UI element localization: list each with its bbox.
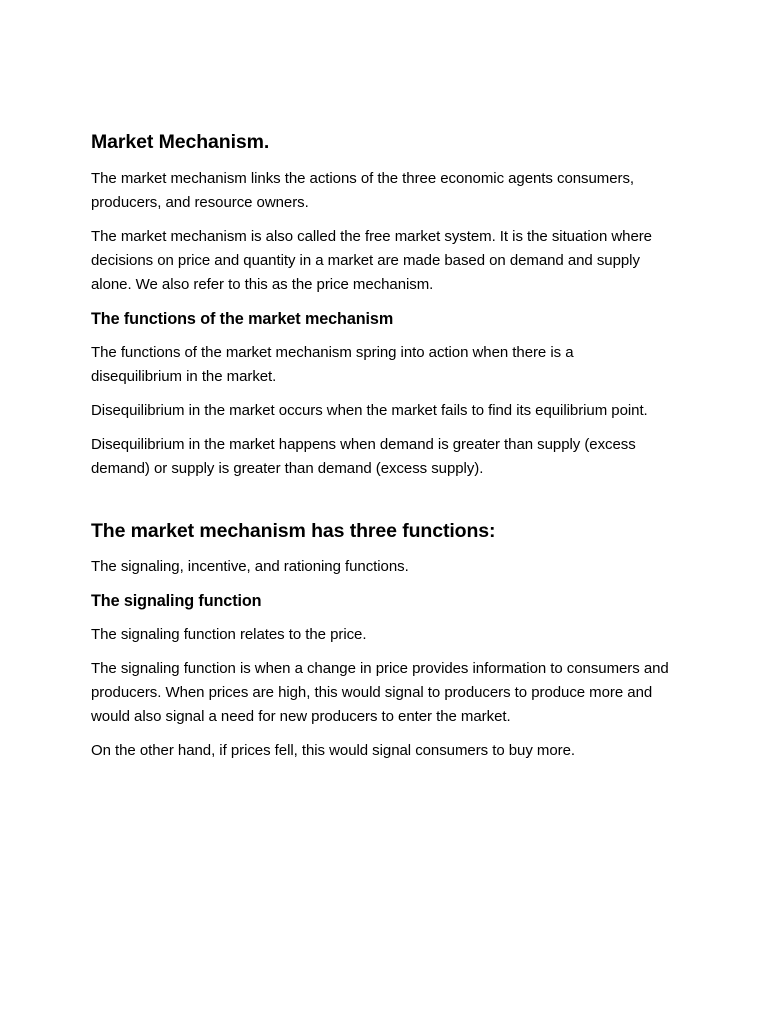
functions-paragraph-1: The functions of the market mechanism spring into action when there is a disequilibrium in the market. xyxy=(91,344,574,385)
document-body xyxy=(91,128,691,763)
signaling-heading: The signaling function xyxy=(91,592,262,610)
functions-heading: The functions of the market mechanism xyxy=(91,310,394,328)
intro-paragraph-2: The market mechanism is also called the free market system. It is the situation where decisions on price and quantity in a market are made based on demand and supply alone. We also refer to this as the price mechanism. xyxy=(91,228,652,293)
functions-paragraph-3: Disequilibrium in the market happens when demand is greater than supply (excess demand) or supply is greater than demand (excess supply). xyxy=(91,436,636,477)
signaling-paragraph-1: The signaling function relates to the price. xyxy=(91,626,367,643)
signaling-paragraph-3: On the other hand, if prices fell, this would signal consumers to buy more. xyxy=(91,742,575,759)
intro-paragraph-1: The market mechanism links the actions of the three economic agents consumers, producers, and resource owners. xyxy=(91,170,635,211)
document-title: Market Mechanism. xyxy=(91,131,270,153)
three-functions-paragraph: The signaling, incentive, and rationing functions. xyxy=(91,558,409,575)
signaling-paragraph-2: The signaling function is when a change in price provides information to consumers and producers. When prices are high, this would signal to producers to produce more and would also signal a need for new producers to enter the market. xyxy=(91,660,669,725)
functions-paragraph-2: Disequilibrium in the market occurs when the market fails to find its equilibrium point. xyxy=(91,402,648,419)
three-functions-heading: The market mechanism has three functions: xyxy=(91,520,496,542)
